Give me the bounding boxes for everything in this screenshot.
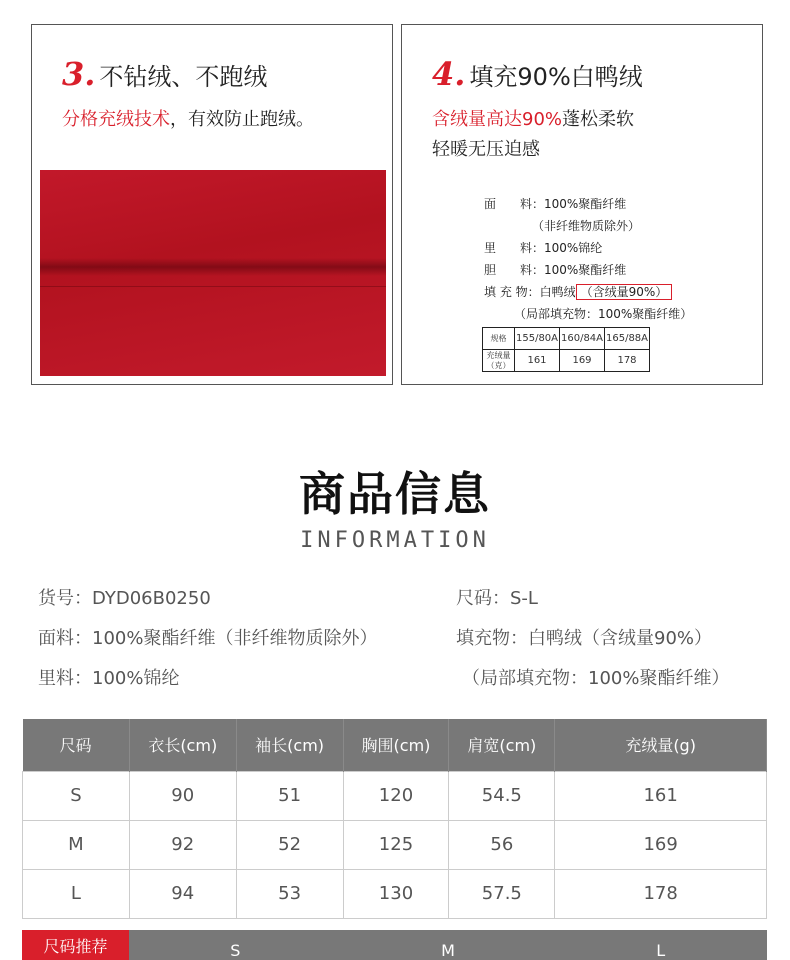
subtitle-rest: ，有效防止跑绒。 (170, 109, 314, 130)
panel-number: 3. (62, 55, 96, 93)
table-cell: 54.5 (449, 771, 555, 820)
table-cell: 161 (555, 771, 767, 820)
table-cell: 120 (343, 771, 449, 820)
recommendation-label: 尺码推荐 (22, 930, 129, 960)
table-row (23, 820, 767, 869)
red-fabric-image (40, 170, 386, 376)
table-cell: 51 (236, 771, 343, 820)
column-header: 袖长(cm) (236, 719, 343, 771)
down-content-box: （含绒量90%） (576, 284, 673, 300)
table-cell: 169 (555, 820, 767, 869)
table-cell: 165/88A (605, 328, 650, 350)
label-line: （非纤维物质除外） (532, 219, 641, 233)
title-chinese: 商品信息 (299, 467, 491, 521)
label-filling: 填 充 物：白鸭绒 (484, 285, 576, 299)
column-header: 衣长(cm) (129, 719, 236, 771)
panel-heading: 填充90%白鸭绒 (469, 63, 643, 91)
table-cell: 155/80A (515, 328, 560, 350)
subtitle-rest: 蓬松柔软 (562, 109, 635, 130)
recommend-size: L (656, 941, 666, 960)
filling-info: 填充物：白鸭绒（含绒量90%） (456, 628, 713, 649)
panel-heading: 不钻绒、不跑绒 (99, 63, 268, 91)
label-size-table (482, 327, 650, 372)
table-cell: 57.5 (449, 869, 555, 918)
column-header: 肩宽(cm) (449, 719, 555, 771)
title-english: INFORMATION (300, 528, 490, 553)
section-title (0, 458, 790, 553)
table-cell: 规格 (483, 328, 515, 350)
size-range: 尺码：S-L (456, 588, 538, 609)
table-cell: 56 (449, 820, 555, 869)
table-cell: 161 (515, 350, 560, 372)
panel-number: 4. (432, 55, 466, 93)
size-recommendation-bar (22, 930, 767, 960)
label-line: 胆 料：100%聚酯纤维 (484, 263, 627, 277)
table-cell: 52 (236, 820, 343, 869)
lining-info: 里料：100%锦纶 (38, 668, 180, 689)
fabric-seam (40, 258, 386, 276)
label-line: 面 料：100%聚酯纤维 (484, 197, 627, 211)
subtitle-line2: 轻暖无压迫感 (432, 139, 540, 160)
table-cell: 92 (129, 820, 236, 869)
table-cell: 53 (236, 869, 343, 918)
panel-header (62, 55, 267, 93)
fabric-info: 面料：100%聚酯纤维（非纤维物质除外） (38, 628, 378, 649)
table-cell: 90 (129, 771, 236, 820)
recommend-size: S (230, 941, 241, 960)
subtitle-highlight: 含绒量高达90% (432, 109, 563, 130)
table-cell: 169 (560, 350, 605, 372)
care-label (484, 193, 692, 325)
size-table (22, 719, 767, 919)
table-cell: 160/84A (560, 328, 605, 350)
partial-filling-info: （局部填充物：100%聚酯纤维） (462, 668, 730, 689)
table-cell: 178 (605, 350, 650, 372)
label-line: （局部填充物：100%聚酯纤维） (514, 307, 693, 321)
subtitle-highlight: 分格充绒技术 (62, 109, 170, 130)
fabric-stitch-line (40, 286, 386, 287)
table-header-row (23, 719, 767, 771)
feature-panel-anti-leak (31, 24, 393, 385)
table-cell: 充绒量（克） (483, 350, 515, 372)
panel-subtitle (62, 105, 314, 135)
table-cell: L (23, 869, 130, 918)
table-row (23, 869, 767, 918)
table-row (483, 350, 650, 372)
panel-header (432, 55, 643, 93)
table-cell: 178 (555, 869, 767, 918)
feature-panel-duck-down (401, 24, 763, 385)
label-line: 里 料：100%锦纶 (484, 241, 603, 255)
panel-subtitle (432, 105, 634, 165)
table-cell: 125 (343, 820, 449, 869)
label-line (484, 281, 692, 303)
column-header: 充绒量(g) (555, 719, 767, 771)
recommend-size: M (441, 941, 455, 960)
table-cell: 94 (129, 869, 236, 918)
table-cell: 130 (343, 869, 449, 918)
table-row (23, 771, 767, 820)
column-header: 尺码 (23, 719, 130, 771)
table-row (483, 328, 650, 350)
item-number: 货号：DYD06B0250 (38, 588, 211, 609)
table-cell: S (23, 771, 130, 820)
table-cell: M (23, 820, 130, 869)
column-header: 胸围(cm) (343, 719, 449, 771)
